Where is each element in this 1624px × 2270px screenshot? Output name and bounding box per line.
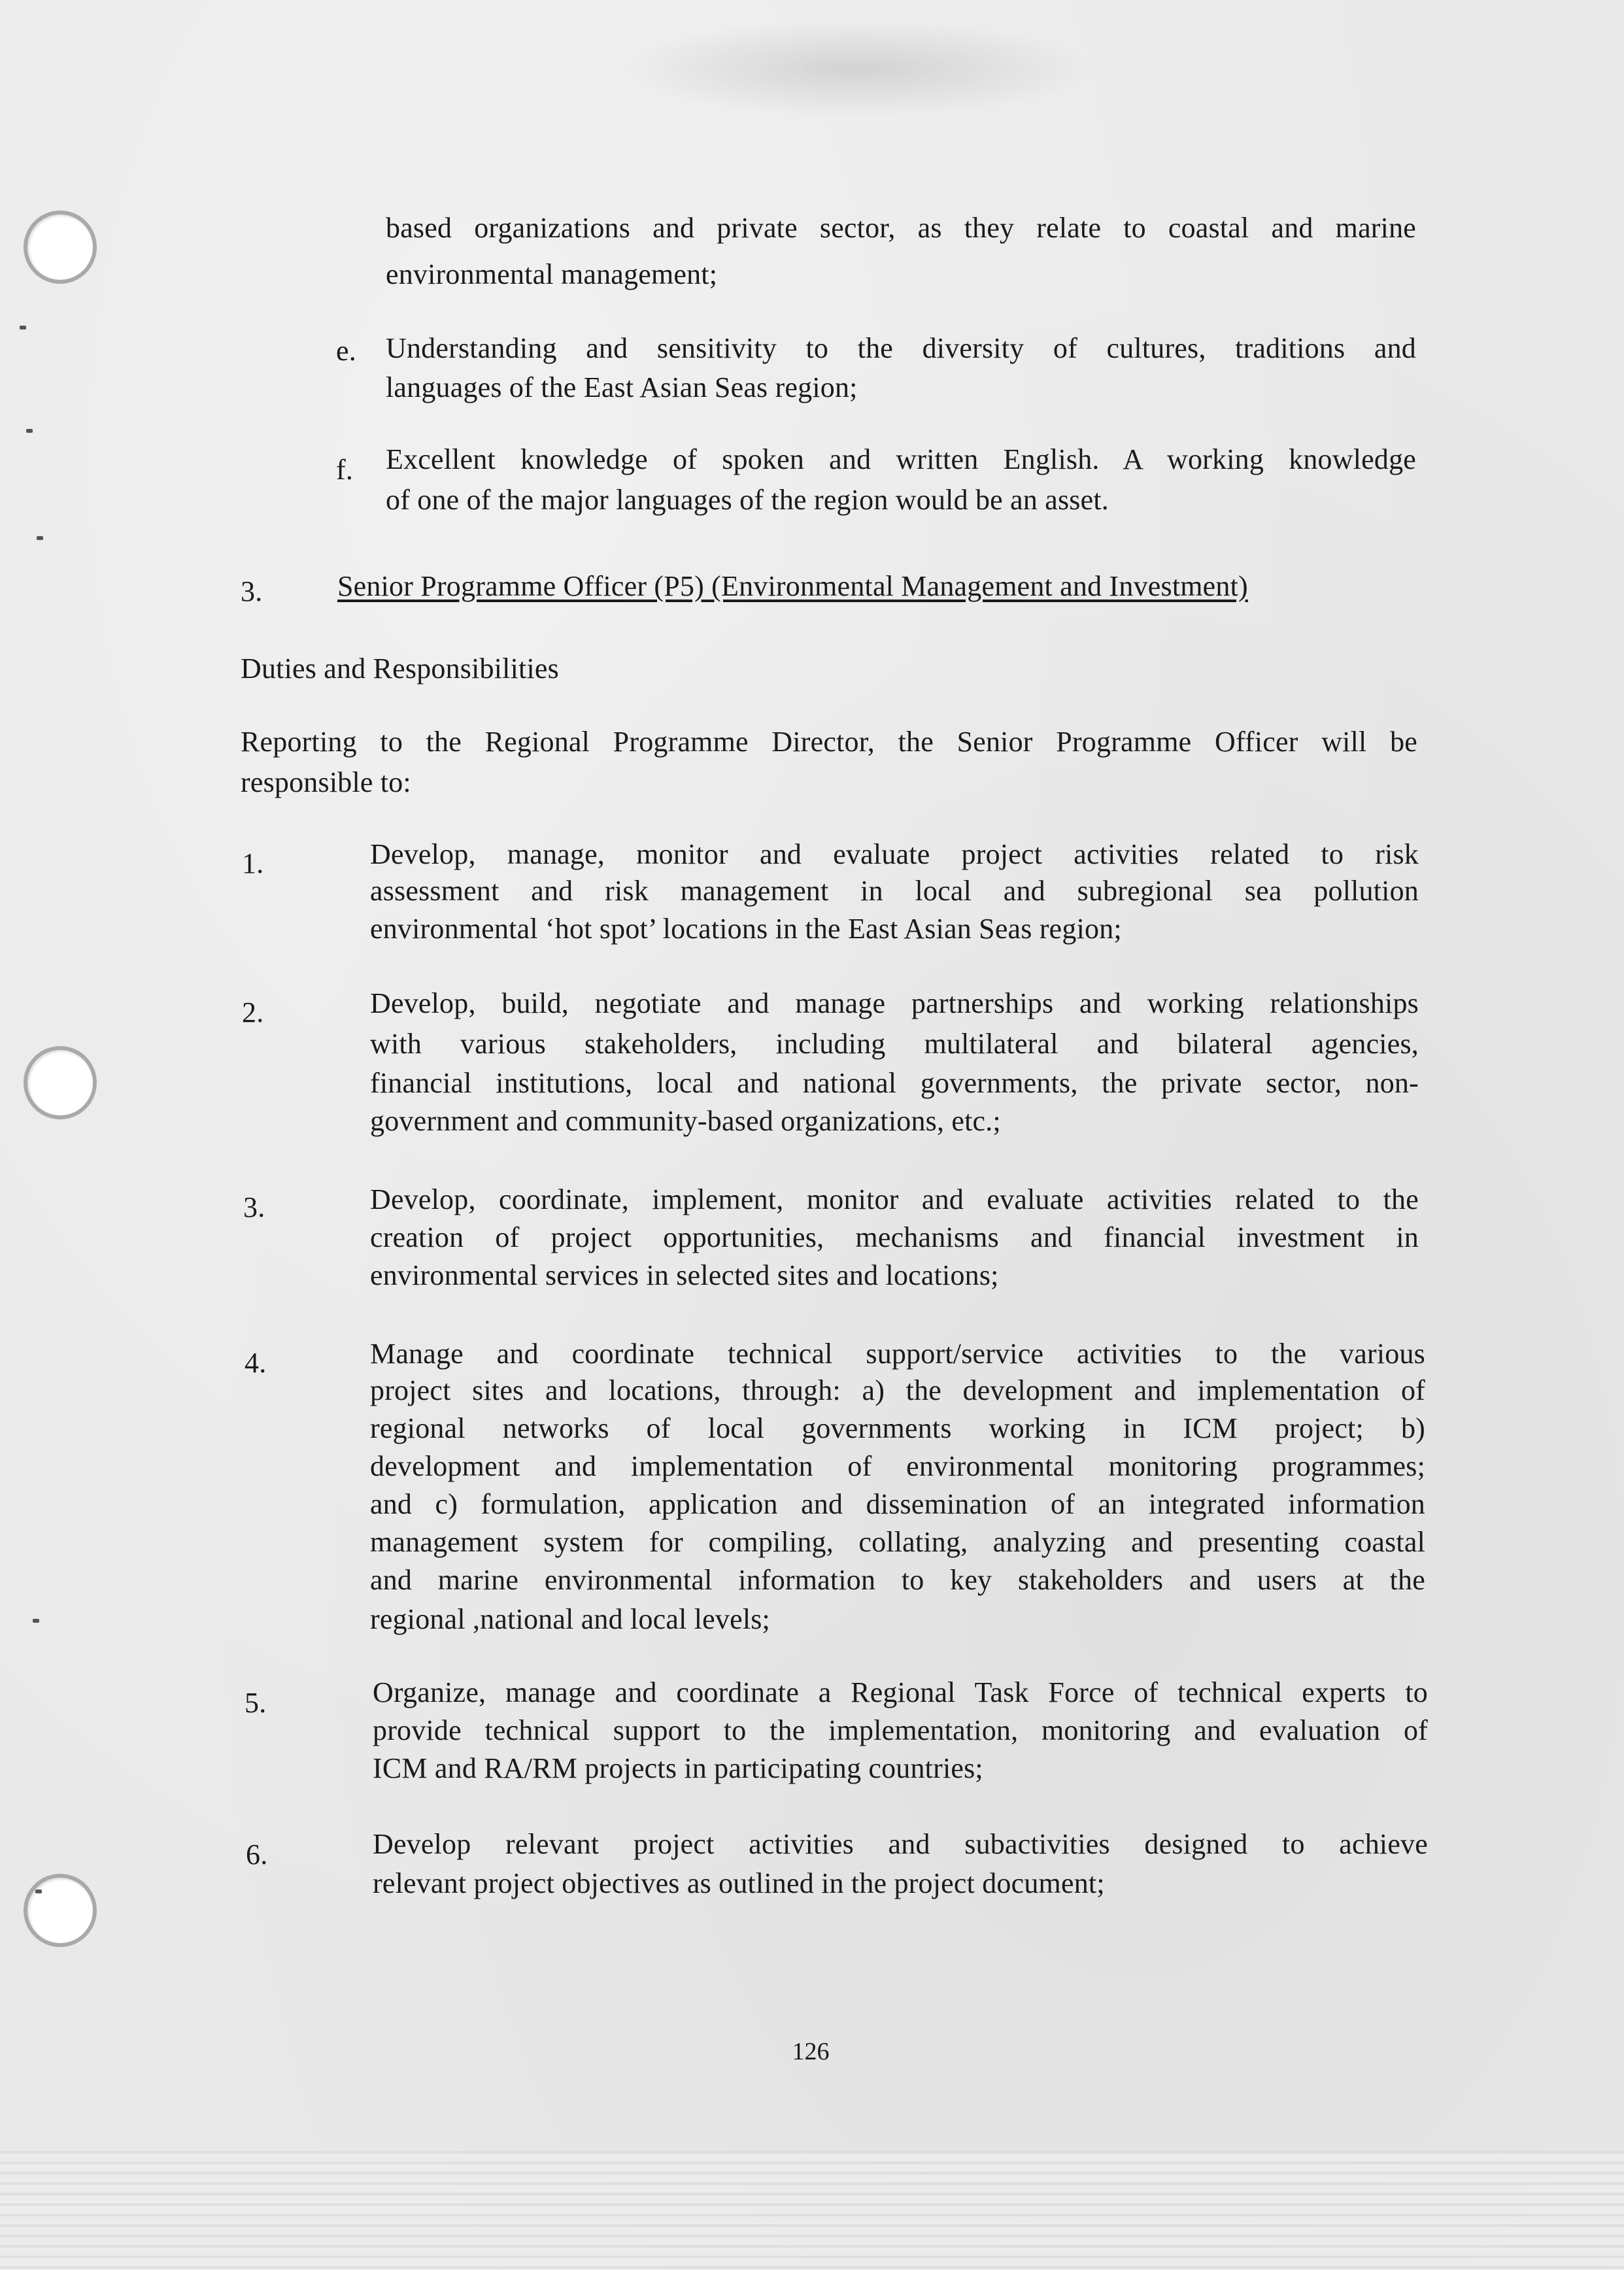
margin-speck bbox=[37, 536, 43, 540]
item-f-line-2: of one of the major languages of the region would be an asset. bbox=[386, 484, 1109, 516]
duty-4-line-8: regional ,national and local levels; bbox=[370, 1603, 770, 1635]
binder-hole-bottom bbox=[24, 1874, 97, 1947]
duty-4-line-6: management system for compiling, collating, analyzing and presenting coastal bbox=[370, 1526, 1425, 1558]
duty-3-line-3: environmental services in selected sites and locations; bbox=[370, 1259, 999, 1291]
duty-5-line-1: Organize, manage and coordinate a Regional Task Force of technical experts to bbox=[373, 1676, 1428, 1708]
duties-subheading: Duties and Responsibilities bbox=[241, 652, 559, 685]
duty-4-line-1: Manage and coordinate technical support/service activities to the various bbox=[370, 1338, 1425, 1370]
intro-line-1: Reporting to the Regional Programme Director, the Senior Programme Officer will be bbox=[241, 726, 1417, 758]
faded-header-smudge bbox=[621, 20, 1092, 118]
duty-1-line-3: environmental ‘hot spot’ locations in the East Asian Seas region; bbox=[370, 913, 1122, 945]
item-f-label: f. bbox=[336, 454, 354, 486]
duty-3-line-1: Develop, coordinate, implement, monitor and evaluate activities related to the bbox=[370, 1183, 1419, 1215]
item-e-line-1: Understanding and sensitivity to the diversity of cultures, traditions and bbox=[386, 332, 1416, 364]
duty-4-line-7: and marine environmental information to key stakeholders and users at the bbox=[370, 1564, 1425, 1596]
duty-1-number: 1. bbox=[242, 847, 264, 879]
duty-6-number: 6. bbox=[246, 1838, 268, 1871]
duty-2-number: 2. bbox=[242, 996, 264, 1028]
duty-5-line-3: ICM and RA/RM projects in participating countries; bbox=[373, 1752, 983, 1784]
duty-4-line-2: project sites and locations, through: a) the development and implementation of bbox=[370, 1374, 1425, 1406]
margin-speck bbox=[33, 1619, 39, 1623]
continuation-line-2: environmental management; bbox=[386, 258, 718, 290]
section-3-number: 3. bbox=[241, 575, 263, 607]
item-e-line-2: languages of the East Asian Seas region; bbox=[386, 371, 858, 403]
intro-line-2: responsible to: bbox=[241, 766, 411, 798]
continuation-line-1: based organizations and private sector, as they relate to coastal and marine bbox=[386, 212, 1416, 244]
duty-5-number: 5. bbox=[245, 1687, 267, 1719]
duty-2-line-1: Develop, build, negotiate and manage partnerships and working relationships bbox=[370, 987, 1419, 1019]
duty-2-line-2: with various stakeholders, including multilateral and bilateral agencies, bbox=[370, 1028, 1419, 1060]
duty-2-line-4: government and community-based organizations, etc.; bbox=[370, 1105, 1001, 1137]
section-3-title: Senior Programme Officer (P5) (Environmental Management and Investment) bbox=[337, 570, 1248, 602]
duty-4-line-4: development and implementation of environmental monitoring programmes; bbox=[370, 1450, 1425, 1482]
binder-hole-top bbox=[24, 211, 97, 284]
duty-1-line-1: Develop, manage, monitor and evaluate project activities related to risk bbox=[370, 838, 1419, 870]
duty-3-number: 3. bbox=[243, 1191, 265, 1223]
duty-4-number: 4. bbox=[245, 1347, 267, 1379]
item-e-label: e. bbox=[336, 335, 356, 367]
margin-speck bbox=[26, 429, 33, 433]
duty-6-line-2: relevant project objectives as outlined in the project document; bbox=[373, 1867, 1105, 1899]
item-f-line-1: Excellent knowledge of spoken and written English. A working knowledge bbox=[386, 443, 1416, 475]
duty-5-line-2: provide technical support to the implementation, monitoring and evaluation of bbox=[373, 1714, 1428, 1746]
margin-speck bbox=[20, 326, 26, 330]
duty-4-line-5: and c) formulation, application and dissemination of an integrated information bbox=[370, 1488, 1425, 1520]
duty-6-line-1: Develop relevant project activities and subactivities designed to achieve bbox=[373, 1828, 1428, 1860]
binder-hole-middle bbox=[24, 1046, 97, 1119]
duty-4-line-3: regional networks of local governments working in ICM project; b) bbox=[370, 1412, 1425, 1444]
scan-bottom-artifact bbox=[0, 2151, 1624, 2270]
page-number: 126 bbox=[792, 2038, 830, 2065]
duty-1-line-2: assessment and risk management in local and subregional sea pollution bbox=[370, 875, 1419, 907]
duty-3-line-2: creation of project opportunities, mechanisms and financial investment in bbox=[370, 1221, 1419, 1253]
duty-2-line-3: financial institutions, local and national governments, the private sector, non- bbox=[370, 1067, 1419, 1099]
margin-speck bbox=[35, 1889, 42, 1893]
